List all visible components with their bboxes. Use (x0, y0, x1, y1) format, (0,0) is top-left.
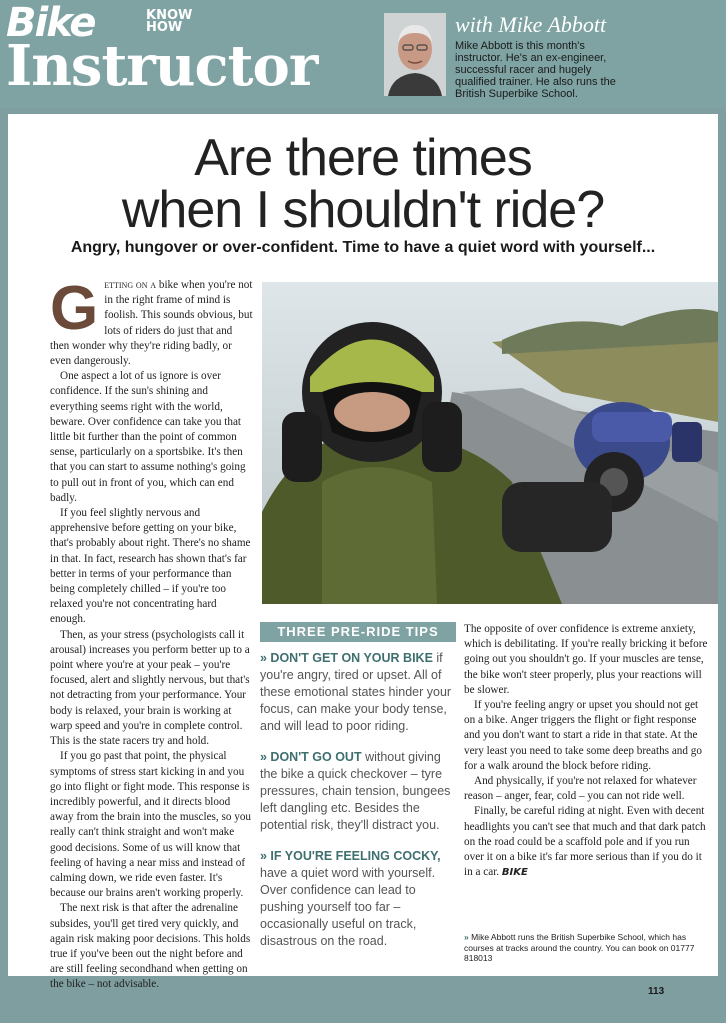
tip-lead: » DON'T GET ON YOUR BIKE (260, 651, 433, 665)
logo-instructor: Instructor (6, 33, 318, 99)
body-column-3 (464, 622, 710, 880)
tip-item (260, 848, 456, 950)
lead-paragraph (50, 274, 254, 369)
body-paragraph: Then, as your stress (psychologists call it arousal) increases you perform better up to a point where you're at your peak – you're focused, alert and slightly nervous, but that's not detracting from your performance. Your body is relaxed, your brain is working at warp speed and you're in complete control. This is the state racers try and hold. (50, 628, 250, 748)
author-portrait (384, 13, 446, 96)
tips-box (260, 650, 456, 964)
end-mark: BIKE (501, 867, 528, 879)
title-line-2: when I shouldn't ride? (121, 181, 605, 239)
body-paragraph: One aspect a lot of us ignore is over confidence. If the sun's shining and everything seems right with the world, beware. Over confidence can take you that little bit further than the point of common sense, particularly on a sportsbike. It's then that you can start to assume nothing's going to pull out in front of you, which can end badly. (50, 370, 246, 504)
logo-how: HOW (146, 20, 183, 35)
footnote-text: Mike Abbott runs the British Superbike School, which has courses at tracks around the country. You can book on 01777 818013 (464, 932, 695, 963)
tip-item (260, 650, 456, 735)
body-column-1 (50, 274, 254, 993)
lead-in: etting on a (104, 279, 157, 291)
header-band (0, 0, 726, 108)
body-paragraph (464, 804, 710, 880)
body-paragraph: And physically, if you're not relaxed for whatever reason – anger, fear, cold – you can not ride well. (464, 775, 697, 803)
tips-heading: THREE PRE-RIDE TIPS (260, 622, 456, 642)
footnote-arrow-icon: » (464, 932, 469, 942)
tip-body: without giving the bike a quick checkover – tyre pressures, chain tension, bungees left dangling etc. Besides the potential risk, they'll distract you. (260, 750, 451, 832)
author-footnote (464, 932, 710, 964)
person-portrait-icon (384, 13, 446, 96)
lead-text: bike when you're not in the right frame of mind is foolish. This sounds obvious, but lots of riders do just that and then wonder why they're riding badly, or even dangerously. (50, 279, 253, 368)
tip-body: if you're angry, tired or upset. All of these emotional states hinder your focus, can make your body tense, and will lead to poor riding. (260, 651, 452, 733)
body-paragraph: The opposite of over confidence is extreme anxiety, which is debilitating. If you're really bricking it before going out you shouldn't go. If your muscles are tense, the bike won't steer properly, plus your reactions will be slower. (464, 623, 708, 696)
standfirst: Angry, hungover or over-confident. Time to have a quiet word with yourself... (70, 239, 656, 256)
rider-photo-icon (262, 282, 718, 604)
final-paragraph-text: Finally, be careful riding at night. Even with decent headlights you can't see that much and that dark patch on the road could be a scaffold pole and if you run over it on a bike it's far more serious than if you do it in a car. (464, 805, 706, 879)
body-paragraph: The next risk is that after the adrenaline subsides, you'll get tired very quickly, and again risk making poor decisions. This holds true if you've been out the night before and are still feeling secondhand when getting on the bike – not advisable. (50, 902, 251, 991)
column-byline: with Mike Abbott (455, 12, 607, 37)
tip-item (260, 749, 456, 834)
title-line-1: Are there times (194, 129, 532, 187)
article-title (8, 129, 718, 239)
author-bio: Mike Abbott is this month's instructor. He's an ex-engineer, successful racer and hugely qualified trainer. He also runs the British Superbike School. (455, 40, 616, 100)
page-number: 113 (648, 986, 665, 997)
body-paragraph: If you feel slightly nervous and apprehensive before getting on your bike, that's probably about right. There's no shame in that. In fact, research has shown that's far better in terms of your performance than being completely chilled – if you're too relaxed you're not concentrating hard enough. (50, 507, 251, 626)
logo-know: KNOW (146, 8, 193, 23)
tip-body: have a quiet word with yourself. Over confidence can lead to pushing yourself too far – occasionally useful on track, disastrous on the road. (260, 866, 436, 948)
tip-lead: » IF YOU'RE FEELING COCKY, (260, 849, 441, 863)
body-paragraph: If you go past that point, the physical symptoms of stress start kicking in and you go into flight or fight mode. This response is incredibly powerful, and it directs blood away from the brain into the muscles, so you really can't think straight and won't make good decisions. Some of us will know that feeling of having a near miss and instead of calming down, we ride even faster. It's because our brains aren't working properly. (50, 750, 252, 900)
logo-know-how (146, 10, 192, 34)
drop-cap: G (50, 274, 99, 343)
logo-bike: Bike (6, 0, 95, 46)
article-photo (262, 282, 718, 604)
tip-lead: » DON'T GO OUT (260, 750, 362, 764)
article-page (8, 114, 718, 991)
body-paragraph: If you're feeling angry or upset you should not get on a bike. Anger triggers the flight or fight response and you don't want to start a ride in that state. At the very least you need to take some deep breaths and go for a walk around the block before riding. (464, 699, 702, 772)
